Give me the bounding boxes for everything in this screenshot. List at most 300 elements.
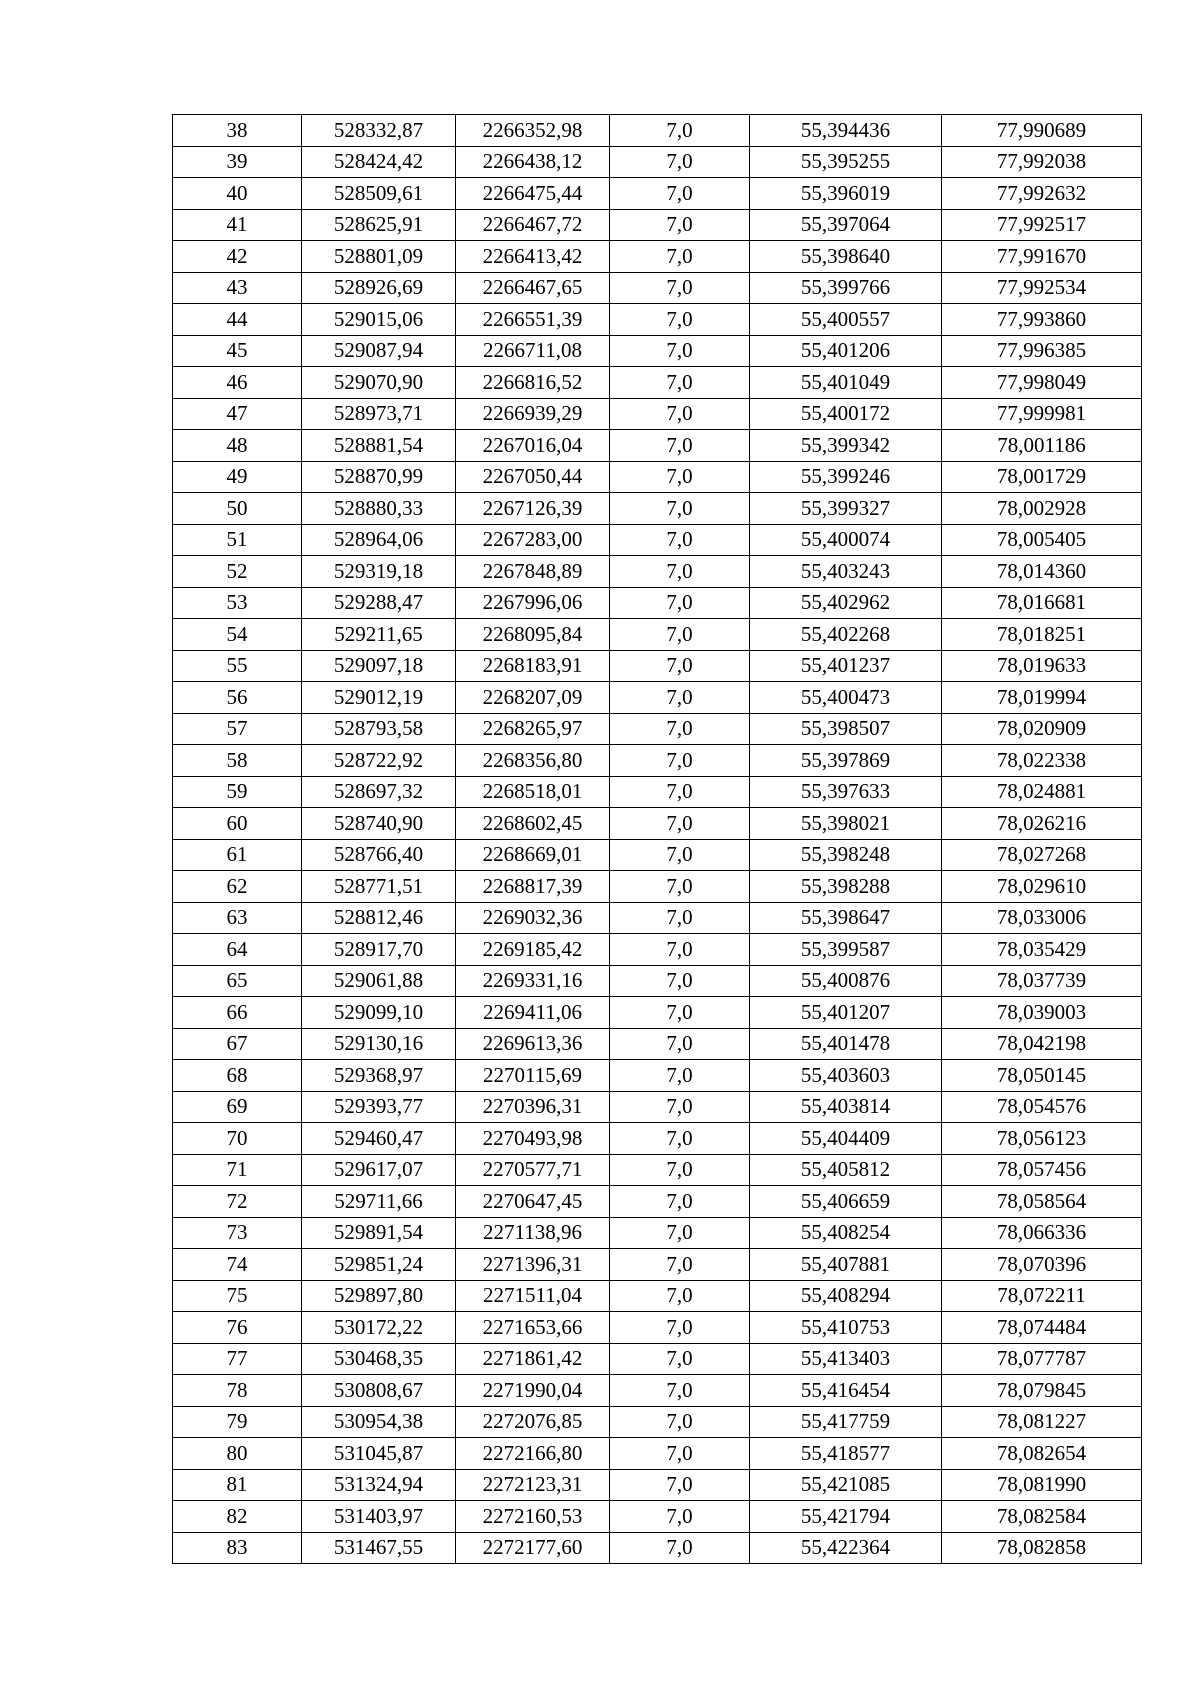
latitude-cell: 55,416454 [750, 1375, 942, 1407]
latitude-cell: 55,418577 [750, 1438, 942, 1470]
longitude-cell: 78,037739 [942, 965, 1142, 997]
accuracy-cell: 7,0 [610, 745, 750, 777]
longitude-cell: 78,024881 [942, 776, 1142, 808]
latitude-cell: 55,417759 [750, 1406, 942, 1438]
table-row [173, 304, 1142, 336]
latitude-cell: 55,400172 [750, 398, 942, 430]
accuracy-cell: 7,0 [610, 493, 750, 525]
point-number-cell: 40 [173, 178, 302, 210]
y-coordinate-cell: 2271653,66 [456, 1312, 610, 1344]
point-number-cell: 62 [173, 871, 302, 903]
y-coordinate-cell: 2266467,72 [456, 209, 610, 241]
table-row [173, 839, 1142, 871]
y-coordinate-cell: 2268183,91 [456, 650, 610, 682]
longitude-cell: 78,042198 [942, 1028, 1142, 1060]
x-coordinate-cell: 528509,61 [302, 178, 456, 210]
accuracy-cell: 7,0 [610, 1532, 750, 1564]
y-coordinate-cell: 2270115,69 [456, 1060, 610, 1092]
latitude-cell: 55,397064 [750, 209, 942, 241]
accuracy-cell: 7,0 [610, 871, 750, 903]
point-number-cell: 75 [173, 1280, 302, 1312]
latitude-cell: 55,401478 [750, 1028, 942, 1060]
longitude-cell: 78,020909 [942, 713, 1142, 745]
longitude-cell: 77,992038 [942, 146, 1142, 178]
table-row [173, 745, 1142, 777]
point-number-cell: 54 [173, 619, 302, 651]
y-coordinate-cell: 2268669,01 [456, 839, 610, 871]
table-row [173, 335, 1142, 367]
longitude-cell: 78,077787 [942, 1343, 1142, 1375]
longitude-cell: 77,992517 [942, 209, 1142, 241]
y-coordinate-cell: 2267848,89 [456, 556, 610, 588]
point-number-cell: 74 [173, 1249, 302, 1281]
x-coordinate-cell: 528881,54 [302, 430, 456, 462]
latitude-cell: 55,400074 [750, 524, 942, 556]
accuracy-cell: 7,0 [610, 1280, 750, 1312]
accuracy-cell: 7,0 [610, 1249, 750, 1281]
latitude-cell: 55,403243 [750, 556, 942, 588]
longitude-cell: 78,082858 [942, 1532, 1142, 1564]
x-coordinate-cell: 529097,18 [302, 650, 456, 682]
y-coordinate-cell: 2266816,52 [456, 367, 610, 399]
point-number-cell: 81 [173, 1469, 302, 1501]
accuracy-cell: 7,0 [610, 461, 750, 493]
longitude-cell: 78,035429 [942, 934, 1142, 966]
x-coordinate-cell: 529319,18 [302, 556, 456, 588]
latitude-cell: 55,397869 [750, 745, 942, 777]
accuracy-cell: 7,0 [610, 650, 750, 682]
latitude-cell: 55,408294 [750, 1280, 942, 1312]
y-coordinate-cell: 2266551,39 [456, 304, 610, 336]
latitude-cell: 55,421794 [750, 1501, 942, 1533]
table-row [173, 1469, 1142, 1501]
point-number-cell: 78 [173, 1375, 302, 1407]
point-number-cell: 60 [173, 808, 302, 840]
point-number-cell: 83 [173, 1532, 302, 1564]
longitude-cell: 78,018251 [942, 619, 1142, 651]
x-coordinate-cell: 528625,91 [302, 209, 456, 241]
y-coordinate-cell: 2267996,06 [456, 587, 610, 619]
accuracy-cell: 7,0 [610, 587, 750, 619]
point-number-cell: 44 [173, 304, 302, 336]
latitude-cell: 55,422364 [750, 1532, 942, 1564]
accuracy-cell: 7,0 [610, 335, 750, 367]
y-coordinate-cell: 2269613,36 [456, 1028, 610, 1060]
latitude-cell: 55,407881 [750, 1249, 942, 1281]
point-number-cell: 69 [173, 1091, 302, 1123]
longitude-cell: 78,001186 [942, 430, 1142, 462]
y-coordinate-cell: 2266413,42 [456, 241, 610, 273]
latitude-cell: 55,401237 [750, 650, 942, 682]
longitude-cell: 78,081227 [942, 1406, 1142, 1438]
y-coordinate-cell: 2268602,45 [456, 808, 610, 840]
y-coordinate-cell: 2267016,04 [456, 430, 610, 462]
x-coordinate-cell: 531403,97 [302, 1501, 456, 1533]
y-coordinate-cell: 2272160,53 [456, 1501, 610, 1533]
x-coordinate-cell: 528926,69 [302, 272, 456, 304]
accuracy-cell: 7,0 [610, 713, 750, 745]
x-coordinate-cell: 529211,65 [302, 619, 456, 651]
longitude-cell: 78,066336 [942, 1217, 1142, 1249]
table-row [173, 808, 1142, 840]
y-coordinate-cell: 2268265,97 [456, 713, 610, 745]
y-coordinate-cell: 2266352,98 [456, 115, 610, 147]
y-coordinate-cell: 2267126,39 [456, 493, 610, 525]
x-coordinate-cell: 528332,87 [302, 115, 456, 147]
longitude-cell: 78,081990 [942, 1469, 1142, 1501]
accuracy-cell: 7,0 [610, 241, 750, 273]
latitude-cell: 55,396019 [750, 178, 942, 210]
x-coordinate-cell: 530808,67 [302, 1375, 456, 1407]
point-number-cell: 64 [173, 934, 302, 966]
accuracy-cell: 7,0 [610, 902, 750, 934]
longitude-cell: 77,999981 [942, 398, 1142, 430]
point-number-cell: 82 [173, 1501, 302, 1533]
table-row [173, 965, 1142, 997]
latitude-cell: 55,421085 [750, 1469, 942, 1501]
x-coordinate-cell: 528722,92 [302, 745, 456, 777]
longitude-cell: 78,070396 [942, 1249, 1142, 1281]
accuracy-cell: 7,0 [610, 1312, 750, 1344]
latitude-cell: 55,402268 [750, 619, 942, 651]
x-coordinate-cell: 528973,71 [302, 398, 456, 430]
longitude-cell: 78,022338 [942, 745, 1142, 777]
longitude-cell: 77,998049 [942, 367, 1142, 399]
latitude-cell: 55,400876 [750, 965, 942, 997]
y-coordinate-cell: 2266939,29 [456, 398, 610, 430]
y-coordinate-cell: 2267283,00 [456, 524, 610, 556]
y-coordinate-cell: 2270493,98 [456, 1123, 610, 1155]
x-coordinate-cell: 529460,47 [302, 1123, 456, 1155]
point-number-cell: 79 [173, 1406, 302, 1438]
table-row [173, 146, 1142, 178]
x-coordinate-cell: 528870,99 [302, 461, 456, 493]
longitude-cell: 77,992632 [942, 178, 1142, 210]
accuracy-cell: 7,0 [610, 1217, 750, 1249]
point-number-cell: 41 [173, 209, 302, 241]
latitude-cell: 55,398507 [750, 713, 942, 745]
accuracy-cell: 7,0 [610, 619, 750, 651]
point-number-cell: 42 [173, 241, 302, 273]
table-row [173, 1028, 1142, 1060]
table-row [173, 1186, 1142, 1218]
longitude-cell: 78,082654 [942, 1438, 1142, 1470]
table-row [173, 1249, 1142, 1281]
x-coordinate-cell: 529368,97 [302, 1060, 456, 1092]
x-coordinate-cell: 530954,38 [302, 1406, 456, 1438]
latitude-cell: 55,413403 [750, 1343, 942, 1375]
accuracy-cell: 7,0 [610, 1501, 750, 1533]
longitude-cell: 78,082584 [942, 1501, 1142, 1533]
longitude-cell: 77,990689 [942, 115, 1142, 147]
accuracy-cell: 7,0 [610, 1438, 750, 1470]
x-coordinate-cell: 529015,06 [302, 304, 456, 336]
x-coordinate-cell: 529891,54 [302, 1217, 456, 1249]
x-coordinate-cell: 529711,66 [302, 1186, 456, 1218]
table-row [173, 209, 1142, 241]
table-row [173, 1375, 1142, 1407]
point-number-cell: 68 [173, 1060, 302, 1092]
coordinates-table [172, 114, 1142, 1564]
point-number-cell: 56 [173, 682, 302, 714]
latitude-cell: 55,399327 [750, 493, 942, 525]
longitude-cell: 77,993860 [942, 304, 1142, 336]
accuracy-cell: 7,0 [610, 808, 750, 840]
x-coordinate-cell: 529012,19 [302, 682, 456, 714]
accuracy-cell: 7,0 [610, 1028, 750, 1060]
latitude-cell: 55,406659 [750, 1186, 942, 1218]
point-number-cell: 38 [173, 115, 302, 147]
table-row [173, 587, 1142, 619]
table-row [173, 1438, 1142, 1470]
y-coordinate-cell: 2268207,09 [456, 682, 610, 714]
y-coordinate-cell: 2266711,08 [456, 335, 610, 367]
latitude-cell: 55,397633 [750, 776, 942, 808]
x-coordinate-cell: 528801,09 [302, 241, 456, 273]
x-coordinate-cell: 531045,87 [302, 1438, 456, 1470]
y-coordinate-cell: 2266467,65 [456, 272, 610, 304]
longitude-cell: 78,027268 [942, 839, 1142, 871]
x-coordinate-cell: 529130,16 [302, 1028, 456, 1060]
table-row [173, 1532, 1142, 1564]
latitude-cell: 55,398640 [750, 241, 942, 273]
x-coordinate-cell: 528793,58 [302, 713, 456, 745]
longitude-cell: 78,058564 [942, 1186, 1142, 1218]
table-row [173, 902, 1142, 934]
point-number-cell: 46 [173, 367, 302, 399]
accuracy-cell: 7,0 [610, 430, 750, 462]
point-number-cell: 76 [173, 1312, 302, 1344]
latitude-cell: 55,401207 [750, 997, 942, 1029]
accuracy-cell: 7,0 [610, 965, 750, 997]
table-row [173, 115, 1142, 147]
point-number-cell: 47 [173, 398, 302, 430]
table-row [173, 1280, 1142, 1312]
table-row [173, 713, 1142, 745]
table-row [173, 997, 1142, 1029]
latitude-cell: 55,399587 [750, 934, 942, 966]
point-number-cell: 48 [173, 430, 302, 462]
x-coordinate-cell: 531467,55 [302, 1532, 456, 1564]
x-coordinate-cell: 528880,33 [302, 493, 456, 525]
x-coordinate-cell: 528771,51 [302, 871, 456, 903]
point-number-cell: 73 [173, 1217, 302, 1249]
longitude-cell: 78,014360 [942, 556, 1142, 588]
y-coordinate-cell: 2268095,84 [456, 619, 610, 651]
accuracy-cell: 7,0 [610, 146, 750, 178]
longitude-cell: 78,050145 [942, 1060, 1142, 1092]
y-coordinate-cell: 2271861,42 [456, 1343, 610, 1375]
longitude-cell: 78,056123 [942, 1123, 1142, 1155]
point-number-cell: 65 [173, 965, 302, 997]
x-coordinate-cell: 528964,06 [302, 524, 456, 556]
accuracy-cell: 7,0 [610, 304, 750, 336]
x-coordinate-cell: 529288,47 [302, 587, 456, 619]
latitude-cell: 55,400473 [750, 682, 942, 714]
longitude-cell: 78,001729 [942, 461, 1142, 493]
longitude-cell: 78,005405 [942, 524, 1142, 556]
longitude-cell: 77,996385 [942, 335, 1142, 367]
longitude-cell: 78,016681 [942, 587, 1142, 619]
latitude-cell: 55,401049 [750, 367, 942, 399]
table-row [173, 1501, 1142, 1533]
point-number-cell: 66 [173, 997, 302, 1029]
y-coordinate-cell: 2270577,71 [456, 1154, 610, 1186]
accuracy-cell: 7,0 [610, 367, 750, 399]
table-row [173, 1123, 1142, 1155]
y-coordinate-cell: 2270647,45 [456, 1186, 610, 1218]
longitude-cell: 78,002928 [942, 493, 1142, 525]
x-coordinate-cell: 528766,40 [302, 839, 456, 871]
point-number-cell: 53 [173, 587, 302, 619]
point-number-cell: 39 [173, 146, 302, 178]
table-row [173, 871, 1142, 903]
point-number-cell: 55 [173, 650, 302, 682]
latitude-cell: 55,403814 [750, 1091, 942, 1123]
latitude-cell: 55,394436 [750, 115, 942, 147]
point-number-cell: 43 [173, 272, 302, 304]
accuracy-cell: 7,0 [610, 1469, 750, 1501]
latitude-cell: 55,404409 [750, 1123, 942, 1155]
y-coordinate-cell: 2270396,31 [456, 1091, 610, 1123]
y-coordinate-cell: 2266475,44 [456, 178, 610, 210]
x-coordinate-cell: 528424,42 [302, 146, 456, 178]
latitude-cell: 55,395255 [750, 146, 942, 178]
accuracy-cell: 7,0 [610, 524, 750, 556]
x-coordinate-cell: 530468,35 [302, 1343, 456, 1375]
accuracy-cell: 7,0 [610, 1060, 750, 1092]
accuracy-cell: 7,0 [610, 682, 750, 714]
latitude-cell: 55,410753 [750, 1312, 942, 1344]
longitude-cell: 78,079845 [942, 1375, 1142, 1407]
point-number-cell: 45 [173, 335, 302, 367]
longitude-cell: 77,992534 [942, 272, 1142, 304]
point-number-cell: 70 [173, 1123, 302, 1155]
point-number-cell: 57 [173, 713, 302, 745]
accuracy-cell: 7,0 [610, 178, 750, 210]
point-number-cell: 51 [173, 524, 302, 556]
y-coordinate-cell: 2271138,96 [456, 1217, 610, 1249]
x-coordinate-cell: 530172,22 [302, 1312, 456, 1344]
x-coordinate-cell: 529099,10 [302, 997, 456, 1029]
y-coordinate-cell: 2269331,16 [456, 965, 610, 997]
longitude-cell: 78,057456 [942, 1154, 1142, 1186]
latitude-cell: 55,402962 [750, 587, 942, 619]
table-row [173, 461, 1142, 493]
y-coordinate-cell: 2272166,80 [456, 1438, 610, 1470]
point-number-cell: 52 [173, 556, 302, 588]
point-number-cell: 50 [173, 493, 302, 525]
point-number-cell: 49 [173, 461, 302, 493]
y-coordinate-cell: 2266438,12 [456, 146, 610, 178]
table-row [173, 241, 1142, 273]
x-coordinate-cell: 528812,46 [302, 902, 456, 934]
accuracy-cell: 7,0 [610, 997, 750, 1029]
latitude-cell: 55,398248 [750, 839, 942, 871]
latitude-cell: 55,399766 [750, 272, 942, 304]
point-number-cell: 72 [173, 1186, 302, 1218]
y-coordinate-cell: 2271990,04 [456, 1375, 610, 1407]
latitude-cell: 55,401206 [750, 335, 942, 367]
x-coordinate-cell: 529393,77 [302, 1091, 456, 1123]
x-coordinate-cell: 529061,88 [302, 965, 456, 997]
latitude-cell: 55,398021 [750, 808, 942, 840]
x-coordinate-cell: 528697,32 [302, 776, 456, 808]
accuracy-cell: 7,0 [610, 839, 750, 871]
latitude-cell: 55,400557 [750, 304, 942, 336]
point-number-cell: 77 [173, 1343, 302, 1375]
y-coordinate-cell: 2272076,85 [456, 1406, 610, 1438]
point-number-cell: 58 [173, 745, 302, 777]
latitude-cell: 55,405812 [750, 1154, 942, 1186]
y-coordinate-cell: 2269185,42 [456, 934, 610, 966]
accuracy-cell: 7,0 [610, 1343, 750, 1375]
point-number-cell: 61 [173, 839, 302, 871]
accuracy-cell: 7,0 [610, 934, 750, 966]
longitude-cell: 78,033006 [942, 902, 1142, 934]
accuracy-cell: 7,0 [610, 209, 750, 241]
x-coordinate-cell: 531324,94 [302, 1469, 456, 1501]
accuracy-cell: 7,0 [610, 1186, 750, 1218]
accuracy-cell: 7,0 [610, 272, 750, 304]
x-coordinate-cell: 529617,07 [302, 1154, 456, 1186]
y-coordinate-cell: 2272177,60 [456, 1532, 610, 1564]
table-row [173, 398, 1142, 430]
x-coordinate-cell: 529897,80 [302, 1280, 456, 1312]
y-coordinate-cell: 2271511,04 [456, 1280, 610, 1312]
x-coordinate-cell: 529087,94 [302, 335, 456, 367]
table-row [173, 776, 1142, 808]
longitude-cell: 78,029610 [942, 871, 1142, 903]
point-number-cell: 71 [173, 1154, 302, 1186]
longitude-cell: 78,026216 [942, 808, 1142, 840]
point-number-cell: 80 [173, 1438, 302, 1470]
accuracy-cell: 7,0 [610, 1375, 750, 1407]
accuracy-cell: 7,0 [610, 556, 750, 588]
longitude-cell: 78,019994 [942, 682, 1142, 714]
table-row [173, 493, 1142, 525]
point-number-cell: 59 [173, 776, 302, 808]
table-row [173, 556, 1142, 588]
longitude-cell: 78,072211 [942, 1280, 1142, 1312]
latitude-cell: 55,399342 [750, 430, 942, 462]
table-row [173, 1406, 1142, 1438]
x-coordinate-cell: 529070,90 [302, 367, 456, 399]
x-coordinate-cell: 529851,24 [302, 1249, 456, 1281]
latitude-cell: 55,398647 [750, 902, 942, 934]
latitude-cell: 55,399246 [750, 461, 942, 493]
latitude-cell: 55,403603 [750, 1060, 942, 1092]
table-row [173, 934, 1142, 966]
table-row [173, 1060, 1142, 1092]
accuracy-cell: 7,0 [610, 1123, 750, 1155]
y-coordinate-cell: 2268518,01 [456, 776, 610, 808]
table-row [173, 524, 1142, 556]
table-row [173, 430, 1142, 462]
longitude-cell: 78,039003 [942, 997, 1142, 1029]
table-row [173, 1343, 1142, 1375]
point-number-cell: 67 [173, 1028, 302, 1060]
table-row [173, 367, 1142, 399]
latitude-cell: 55,398288 [750, 871, 942, 903]
table-row [173, 619, 1142, 651]
table-row [173, 178, 1142, 210]
table-row [173, 682, 1142, 714]
longitude-cell: 78,054576 [942, 1091, 1142, 1123]
y-coordinate-cell: 2269032,36 [456, 902, 610, 934]
longitude-cell: 77,991670 [942, 241, 1142, 273]
point-number-cell: 63 [173, 902, 302, 934]
